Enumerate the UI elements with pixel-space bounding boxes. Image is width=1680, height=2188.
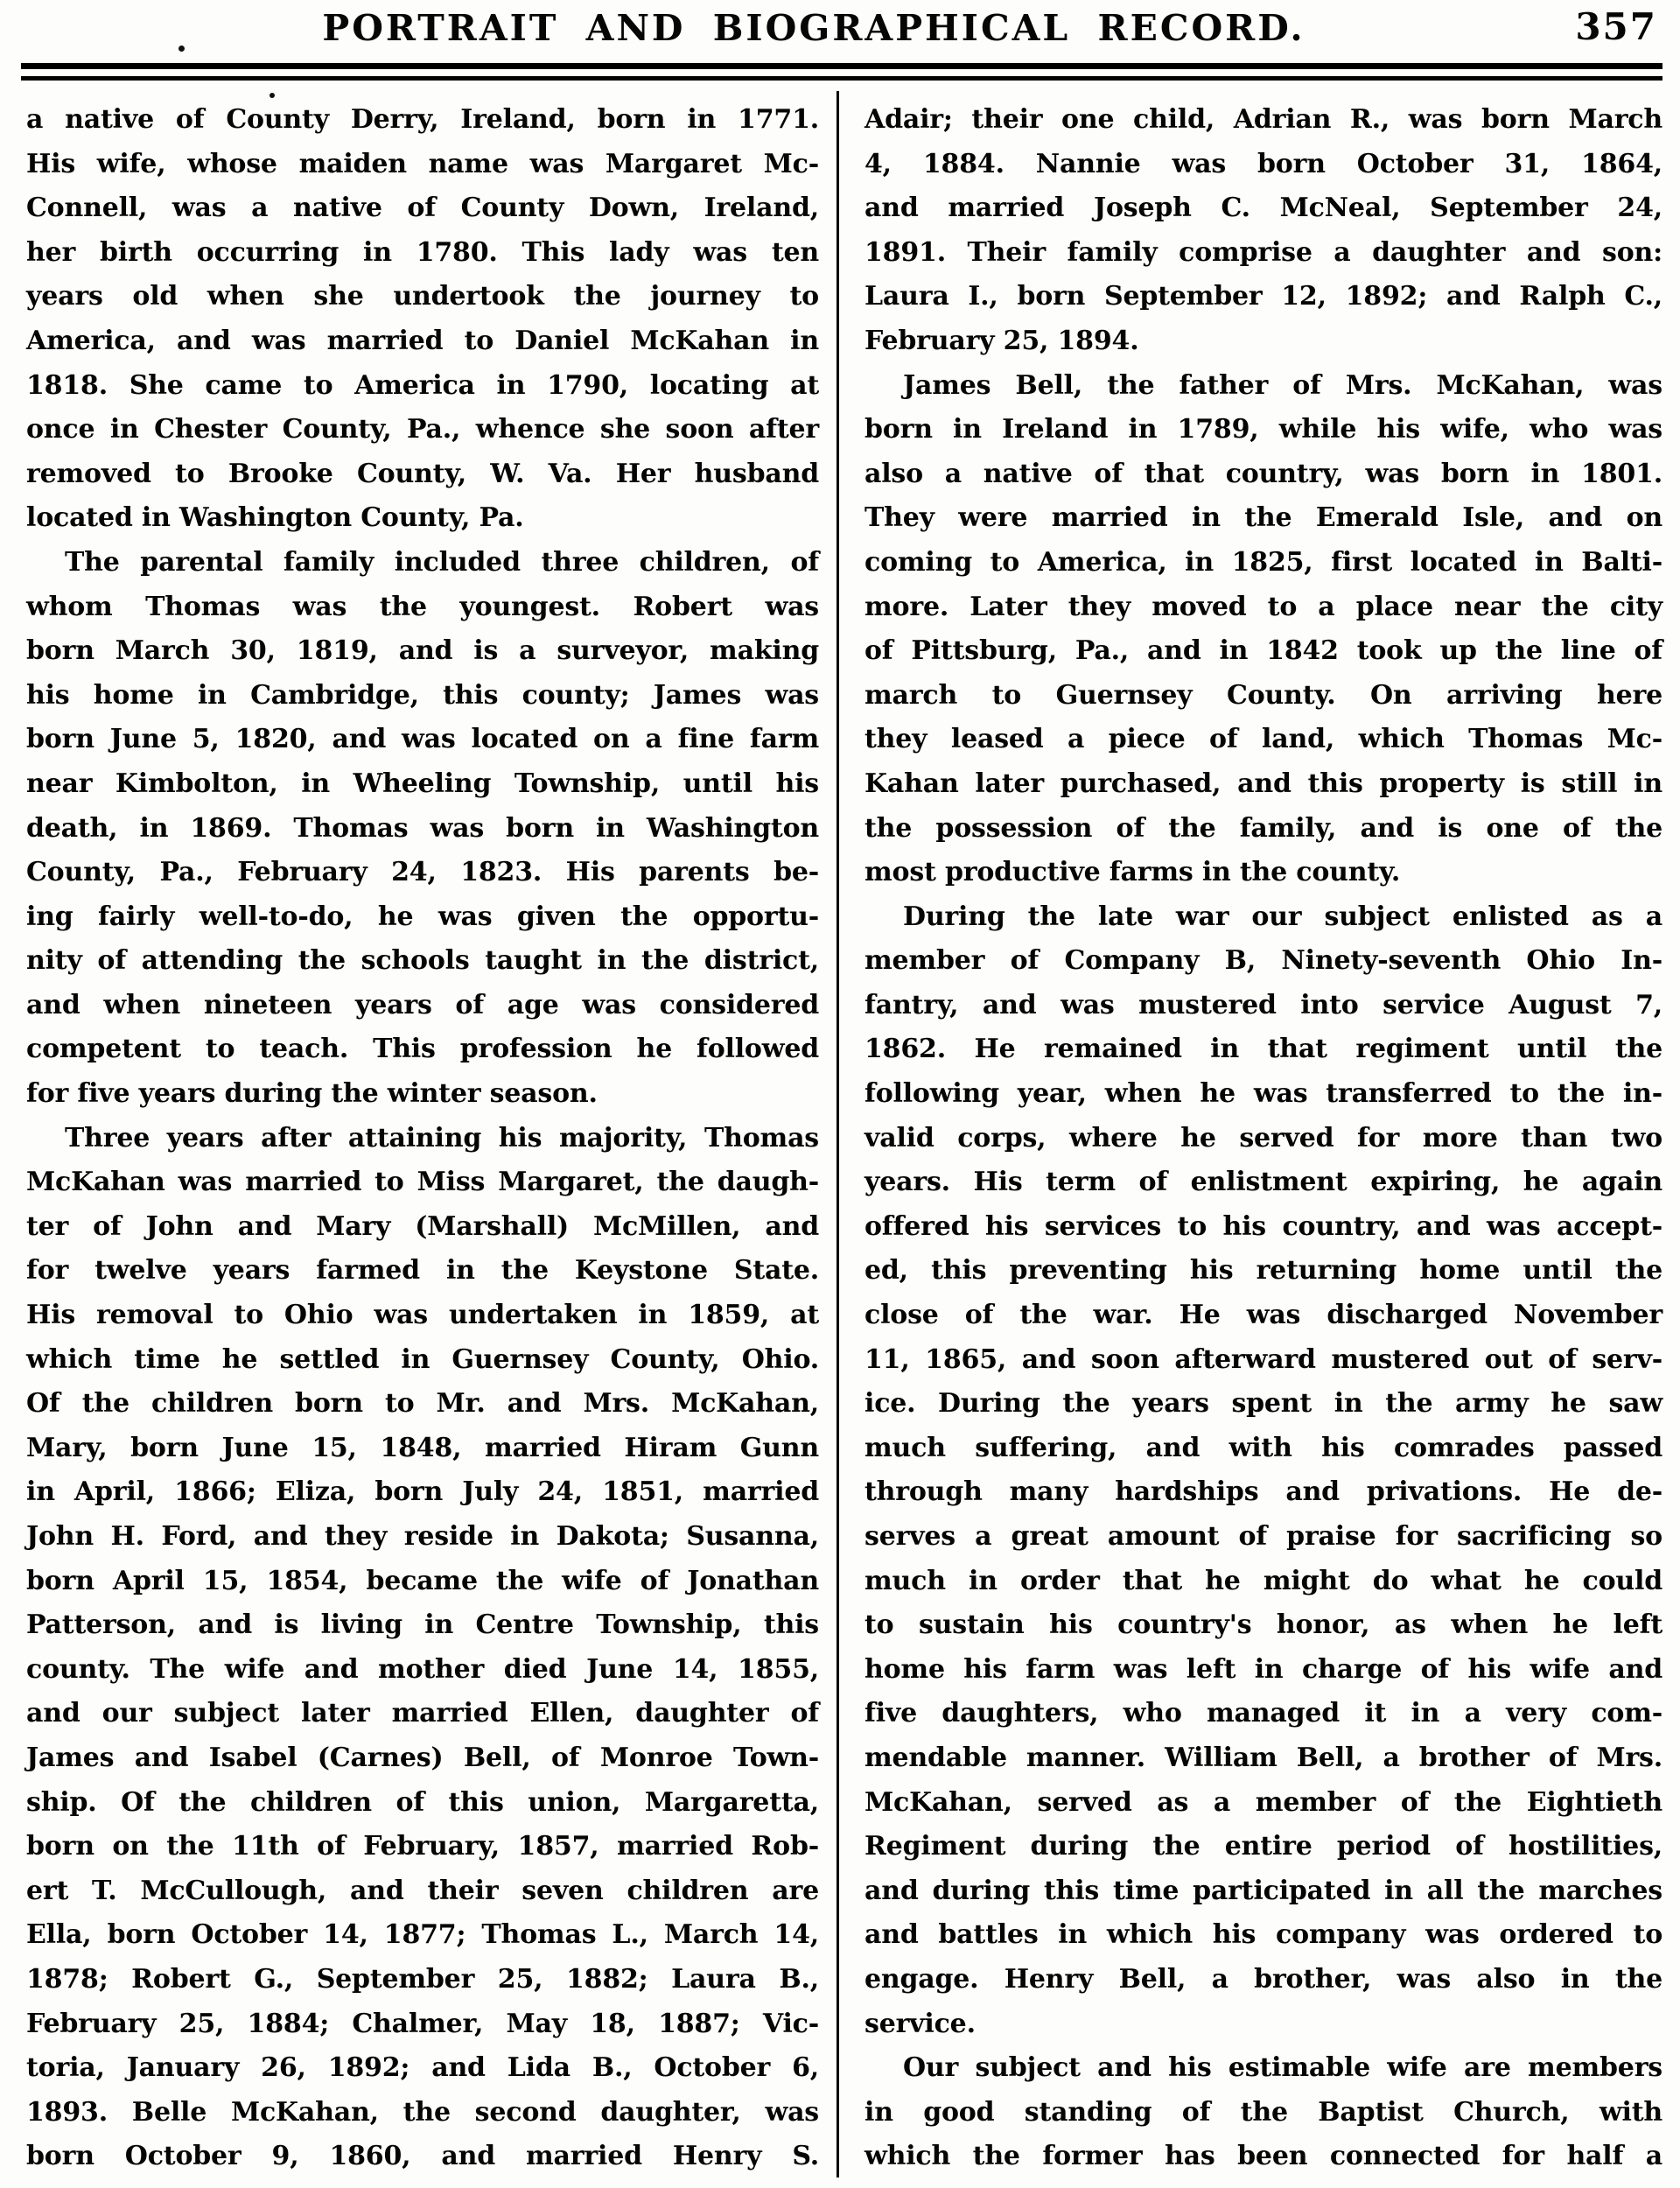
text-line: and our subject later married Ellen, daughter of	[26, 1698, 819, 1729]
text-line: America, and was married to Daniel McKahan in	[26, 325, 819, 356]
text-line: ship. Of the children of this union, Margaretta,	[26, 1786, 819, 1818]
text-line: nity of attending the schools taught in the district,	[26, 945, 819, 977]
text-line: 1862. He remained in that regiment until the	[864, 1034, 1662, 1065]
text-line: engage. Henry Bell, a brother, was also in the	[864, 1963, 1662, 1995]
text-line: a native of County Derry, Ireland, born in 1771.	[26, 104, 819, 135]
text-line: they leased a piece of land, which Thomas Mc-	[864, 724, 1662, 755]
text-line: for twelve years farmed in the Keystone State.	[26, 1255, 819, 1287]
text-line: born in Ireland in 1789, while his wife, who was	[864, 414, 1662, 445]
text-line: in April, 1866; Eliza, born July 24, 1851, married	[26, 1476, 819, 1508]
text-line: Kahan later purchased, and this property is still in	[864, 768, 1662, 799]
text-line: Three years after attaining his majority, Thomas	[65, 1122, 819, 1154]
text-line: born on the 11th of February, 1857, married Rob-	[26, 1831, 819, 1862]
text-line: of Pittsburg, Pa., and in 1842 took up the line of	[864, 635, 1662, 667]
text-line: coming to America, in 1825, first located in Balti-	[864, 546, 1662, 578]
text-line: mendable manner. William Bell, a brother of Mrs.	[864, 1742, 1662, 1773]
text-line: much in order that he might do what he could	[864, 1565, 1662, 1596]
column-left	[26, 98, 819, 2179]
text-line: through many hardships and privations. He de-	[864, 1476, 1662, 1508]
text-line: also a native of that country, was born in 1801.	[864, 458, 1662, 489]
text-line: five daughters, who managed it in a very com-	[864, 1698, 1662, 1729]
text-line: removed to Brooke County, W. Va. Her husband	[26, 458, 819, 489]
text-line: born June 5, 1820, and was located on a fine farm	[26, 724, 819, 755]
text-line: which the former has been connected for half a	[864, 2141, 1662, 2172]
page-number: 357	[1575, 5, 1657, 48]
text-line: ice. During the years spent in the army he saw	[864, 1388, 1662, 1420]
text-line: which time he settled in Guernsey County, Ohio.	[26, 1343, 819, 1375]
text-line: 11, 1865, and soon afterward mustered out of serv-	[864, 1343, 1662, 1375]
text-line: near Kimbolton, in Wheeling Township, until his	[26, 768, 819, 799]
column-divider	[836, 91, 839, 2177]
header-rule-bottom	[21, 76, 1662, 81]
text-line: and when nineteen years of age was considered	[26, 989, 819, 1020]
text-line: the possession of the family, and is one of the	[864, 812, 1662, 844]
ink-speck	[178, 46, 185, 52]
text-line: born October 9, 1860, and married Henry S.	[26, 2141, 819, 2172]
text-line: James and Isabel (Carnes) Bell, of Monroe Town-	[26, 1742, 819, 1773]
text-line: competent to teach. This profession he followed	[26, 1034, 819, 1065]
text-line: 4, 1884. Nannie was born October 31, 1864,	[864, 148, 1662, 179]
text-line: His wife, whose maiden name was Margaret Mc-	[26, 148, 819, 179]
text-line: most productive farms in the county.	[864, 857, 1401, 888]
text-line: ed, this preventing his returning home until the	[864, 1255, 1662, 1287]
text-line: 1818. She came to America in 1790, locating at	[26, 369, 819, 401]
text-line: located in Washington County, Pa.	[26, 502, 524, 534]
text-line: John H. Ford, and they reside in Dakota; Susanna,	[26, 1521, 819, 1552]
text-line: her birth occurring in 1780. This lady was ten	[26, 236, 819, 268]
text-line: ing fairly well-to-do, he was given the opportu-	[26, 901, 819, 932]
text-line: born April 15, 1854, became the wife of Jonathan	[26, 1565, 819, 1596]
text-line: and battles in which his company was ordered to	[864, 1919, 1662, 1951]
page-title: PORTRAIT AND BIOGRAPHICAL RECORD.	[322, 7, 1306, 49]
text-line: They were married in the Emerald Isle, and on	[864, 502, 1662, 534]
text-line: 1878; Robert G., September 25, 1882; Laura B.,	[26, 1963, 819, 1995]
text-line: His removal to Ohio was undertaken in 1859, at	[26, 1300, 819, 1331]
text-line: offered his services to his country, and was accept-	[864, 1210, 1662, 1242]
text-line: The parental family included three children, of	[65, 546, 819, 578]
text-line: his home in Cambridge, this county; James was	[26, 679, 819, 711]
text-line: in good standing of the Baptist Church, with	[864, 2096, 1662, 2128]
text-line: for five years during the winter season.	[26, 1078, 598, 1110]
text-line: following year, when he was transferred to the in-	[864, 1078, 1662, 1110]
text-line: Adair; their one child, Adrian R., was born March	[864, 104, 1662, 135]
text-line: and married Joseph C. McNeal, September 24,	[864, 193, 1662, 224]
text-line: February 25, 1884; Chalmer, May 18, 1887; Vic-	[26, 2008, 819, 2039]
text-line: valid corps, where he served for more than two	[864, 1122, 1662, 1154]
text-line: During the late war our subject enlisted as a	[903, 901, 1662, 932]
text-line: more. Later they moved to a place near the city	[864, 591, 1662, 622]
text-line: County, Pa., February 24, 1823. His parents be-	[26, 857, 819, 888]
text-line: member of Company B, Ninety-seventh Ohio In-	[864, 945, 1662, 977]
text-line: close of the war. He was discharged November	[864, 1300, 1662, 1331]
header-rule-top	[21, 63, 1662, 69]
text-line: Patterson, and is living in Centre Township, this	[26, 1609, 819, 1641]
text-line: to sustain his country's honor, as when he left	[864, 1609, 1662, 1641]
column-right	[864, 98, 1662, 2179]
text-line: February 25, 1894.	[864, 325, 1139, 356]
text-line: Connell, was a native of County Down, Ireland,	[26, 193, 819, 224]
text-line: Regiment during the entire period of hostilities,	[864, 1831, 1662, 1862]
text-line: McKahan was married to Miss Margaret, the daugh-	[26, 1167, 819, 1198]
text-line: Ella, born October 14, 1877; Thomas L., March 14,	[26, 1919, 819, 1951]
text-line: and during this time participated in all the marches	[864, 1875, 1662, 1906]
text-line: years old when she undertook the journey to	[26, 281, 819, 312]
text-line: Mary, born June 15, 1848, married Hiram Gunn	[26, 1432, 819, 1463]
text-line: service.	[864, 2008, 976, 2039]
text-line: death, in 1869. Thomas was born in Washington	[26, 812, 819, 844]
text-line: march to Guernsey County. On arriving here	[864, 679, 1662, 711]
text-line: McKahan, served as a member of the Eightieth	[864, 1786, 1662, 1818]
text-line: serves a great amount of praise for sacrificing so	[864, 1521, 1662, 1552]
text-line: ert T. McCullough, and their seven children are	[26, 1875, 819, 1906]
text-line: born March 30, 1819, and is a surveyor, making	[26, 635, 819, 667]
text-line: 1891. Their family comprise a daughter and son:	[864, 236, 1662, 268]
text-line: toria, January 26, 1892; and Lida B., October 6,	[26, 2052, 819, 2084]
text-line: home his farm was left in charge of his wife and	[864, 1653, 1662, 1685]
text-line: Laura I., born September 12, 1892; and Ralph C.,	[864, 281, 1662, 312]
text-line: years. His term of enlistment expiring, he again	[864, 1167, 1662, 1198]
text-line: Of the children born to Mr. and Mrs. McKahan,	[26, 1388, 819, 1420]
text-line: once in Chester County, Pa., whence she soon after	[26, 414, 819, 445]
text-line: much suffering, and with his comrades passed	[864, 1432, 1662, 1463]
text-line: whom Thomas was the youngest. Robert was	[26, 591, 819, 622]
text-line: 1893. Belle McKahan, the second daughter, was	[26, 2096, 819, 2128]
text-line: Our subject and his estimable wife are members	[903, 2052, 1662, 2084]
text-line: ter of John and Mary (Marshall) McMillen, and	[26, 1210, 819, 1242]
text-line: fantry, and was mustered into service August 7,	[864, 989, 1662, 1020]
text-line: county. The wife and mother died June 14, 1855,	[26, 1653, 819, 1685]
text-line: James Bell, the father of Mrs. McKahan, was	[903, 369, 1662, 401]
